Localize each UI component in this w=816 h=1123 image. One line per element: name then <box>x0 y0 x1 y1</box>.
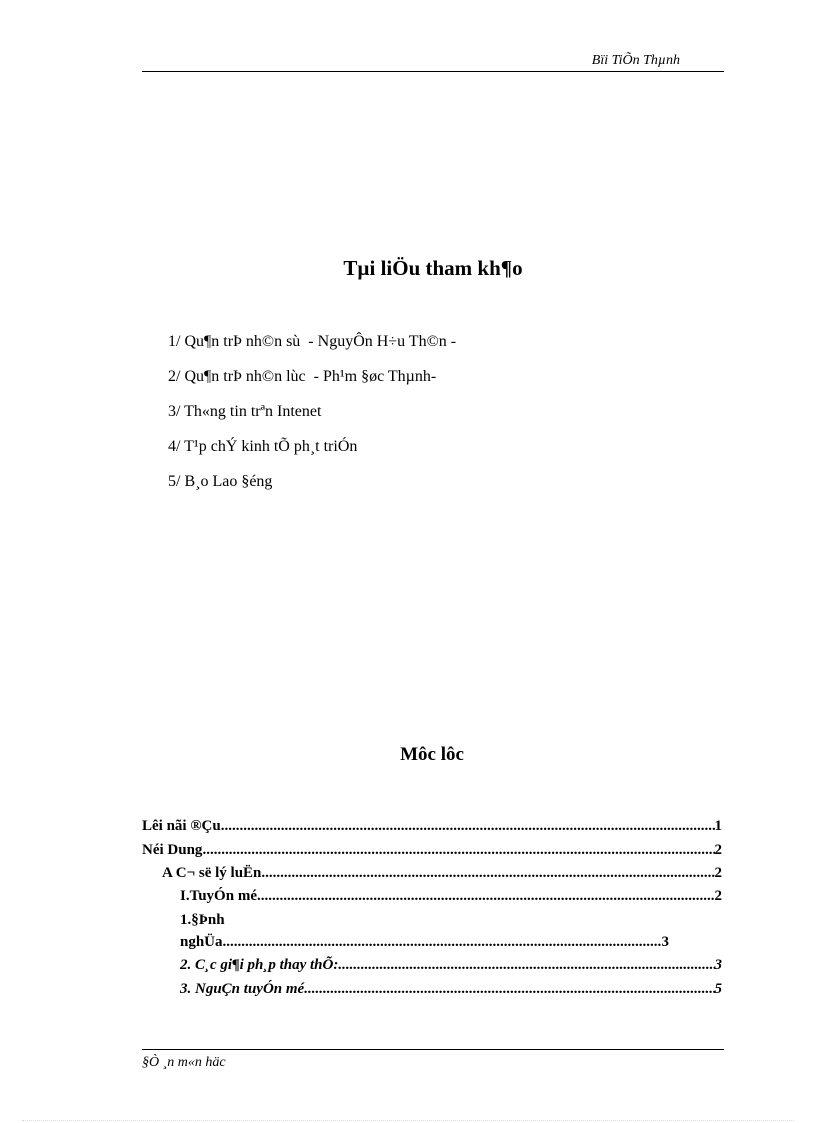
toc-entry-text: 2. C¸c gi¶i ph¸p thay thÕ: <box>180 957 339 973</box>
references-title: Tµi liÖu tham kh¶o <box>343 256 523 280</box>
toc-entry <box>142 842 722 862</box>
toc-page-number: 2 <box>714 865 722 881</box>
toc-entry <box>180 981 722 1001</box>
toc-entry-text: 1.§Þnh <box>180 912 225 928</box>
toc-leader <box>223 934 662 951</box>
toc-entry <box>162 865 722 885</box>
header-rule <box>142 71 724 72</box>
toc-leader <box>261 865 714 882</box>
toc-title: Môc lôc <box>400 744 464 765</box>
footer-rule <box>142 1049 724 1050</box>
toc-entry <box>142 818 722 838</box>
toc-entry-text: Lêi nãi ®Çu <box>142 818 221 834</box>
toc-page-number: 2 <box>714 888 722 904</box>
toc-page-number: 3 <box>661 934 669 950</box>
reference-item: 3/ Th«ng tin trªn Intenet <box>168 403 322 420</box>
toc-entry <box>180 888 722 908</box>
toc-page-number: 5 <box>714 981 722 997</box>
toc-entry-text: 3. NguÇn tuyÓn mé <box>180 981 305 997</box>
reference-item: 1/ Qu¶n trÞ nh©n sù - NguyÔn H÷u Th©n - <box>168 333 457 350</box>
header-author: Bïi TiÕn Thµnh <box>591 53 680 68</box>
toc-leader <box>202 842 714 859</box>
footer-title: §Ò ¸n m«n häc <box>142 1055 226 1070</box>
page-bottom-border <box>22 1120 794 1121</box>
toc-leader <box>257 888 715 905</box>
toc-page-number: 1 <box>714 818 722 834</box>
toc-entry-text: A C¬ së lý luËn <box>162 865 262 881</box>
toc-entry <box>180 934 669 954</box>
toc-entry <box>180 957 722 977</box>
toc-entry-text: I.TuyÓn mé <box>180 888 257 904</box>
toc-leader <box>338 957 714 974</box>
toc-entry-text: nghÜa <box>180 934 223 950</box>
toc-leader <box>221 818 715 835</box>
toc-leader <box>304 981 714 998</box>
toc-page-number: 3 <box>714 957 722 973</box>
toc-entry <box>180 912 380 932</box>
toc-entry-text: Néi Dung <box>142 842 203 858</box>
reference-item: 2/ Qu¶n trÞ nh©n lùc - Ph¹m §øc Thµnh- <box>168 368 437 385</box>
toc-page-number: 2 <box>714 842 722 858</box>
reference-item: 4/ T¹p chÝ kinh tÕ ph¸t triÓn <box>168 438 358 455</box>
reference-item: 5/ B¸o Lao §éng <box>168 473 273 490</box>
